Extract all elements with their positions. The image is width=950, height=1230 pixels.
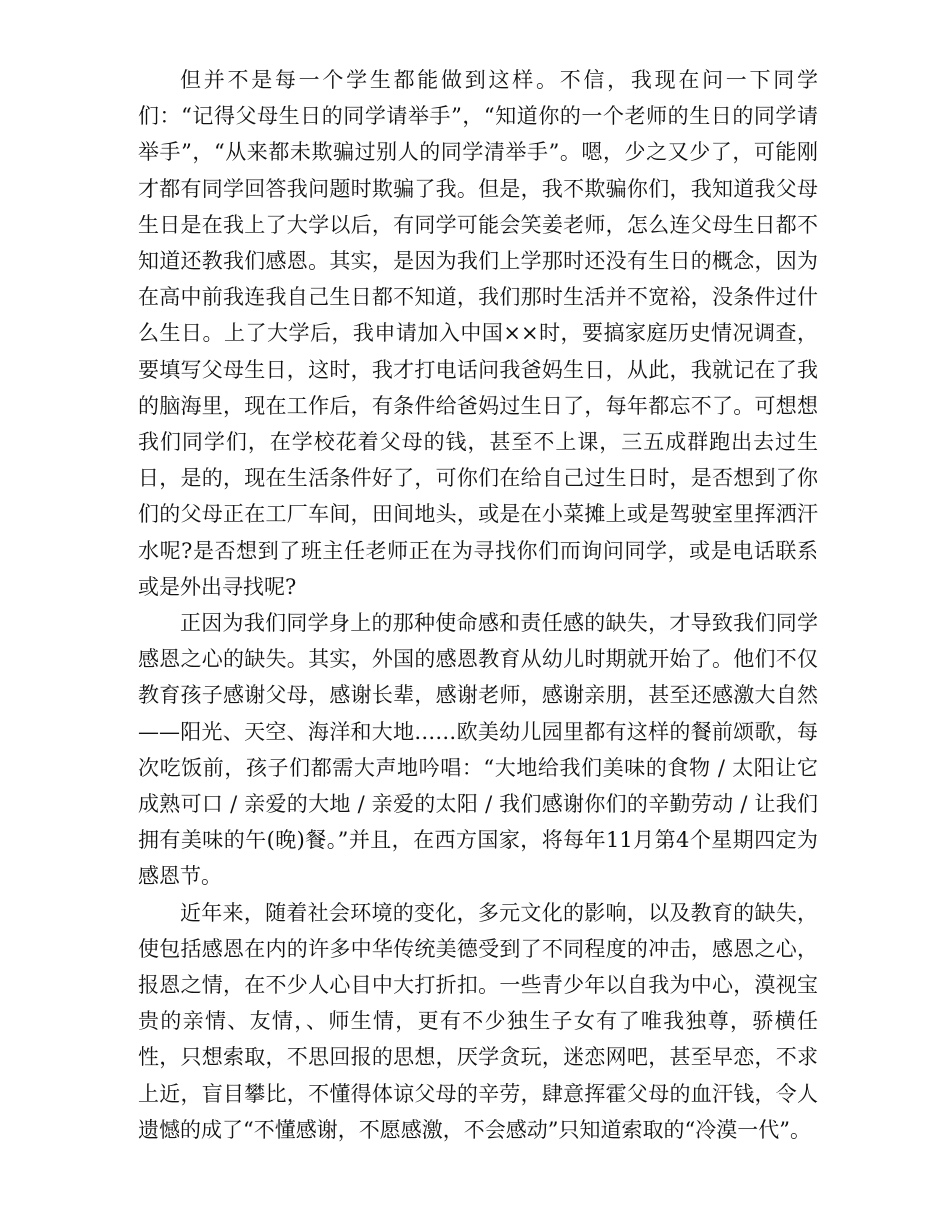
paragraph-2: 正因为我们同学身上的那种使命感和责任感的缺失，才导致我们同学感恩之心的缺失。其实，外国的感恩教育从幼儿时期就开始了。他们不仅教育孩子感谢父母，感谢长辈，感谢老师，感谢亲朋，甚至还感激大自然——阳光、天空、海洋和大地……欧美幼儿园里都有这样的餐前颂歌，每次吃饭前，孩子们都需大声地吟唱：“大地给我们美味的食物 / 太阳让它成熟可口 / 亲爱的大地 / 亲爱的太阳 / 我们感谢你们的辛勤劳动 / 让我们拥有美味的午(晚)餐。”并且，在西方国家，将每年11月第4个星期四定为感恩节。 — [138, 611, 818, 889]
paragraph-3: 近年来，随着社会环境的变化，多元文化的影响，以及教育的缺失，使包括感恩在内的许多中华传统美德受到了不同程度的冲击，感恩之心，报恩之情，在不少人心目中大打折扣。一些青少年以自我为中心，漠视宝贵的亲情、友情，、师生情，更有不少独生子女有了唯我独尊，骄横任性，只想索取，不思回报的思想，厌学贪玩，迷恋网吧，甚至早恋，不求上近，盲目攀比，不懂得体谅父母的辛劳，肆意挥霍父母的血汗钱，令人遗憾的成了“不懂感谢，不愿感激，不会感动”只知道索取的“冷漠一代”。 — [138, 900, 818, 1142]
document-body — [138, 62, 818, 1148]
paragraph-1: 但并不是每一个学生都能做到这样。不信，我现在问一下同学们：“记得父母生日的同学请举手”，“知道你的一个老师的生日的同学请举手”，“从来都未欺骗过别人的同学清举手”。嗯，少之又少了，可能刚才都有同学回答我问题时欺骗了我。但是，我不欺骗你们，我知道我父母生日是在我上了大学以后，有同学可能会笑姜老师，怎么连父母生日都不知道还教我们感恩。其实，是因为我们上学那时还没有生日的概念，因为在高中前我连我自己生日都不知道，我们那时生活并不宽裕，没条件过什么生日。上了大学后，我申请加入中国××时，要搞家庭历史情况调查，要填写父母生日，这时，我才打电话问我爸妈生日，从此，我就记在了我的脑海里，现在工作后，有条件给爸妈过生日了，每年都忘不了。可想想我们同学们，在学校花着父母的钱，甚至不上课，三五成群跑出去过生日，是的，现在生活条件好了，可你们在给自己过生日时，是否想到了你们的父母正在工厂车间，田间地头，或是在小菜摊上或是驾驶室里挥洒汗水呢?是否想到了班主任老师正在为寻找你们而询问同学，或是电话联系或是外出寻找呢? — [138, 68, 818, 599]
